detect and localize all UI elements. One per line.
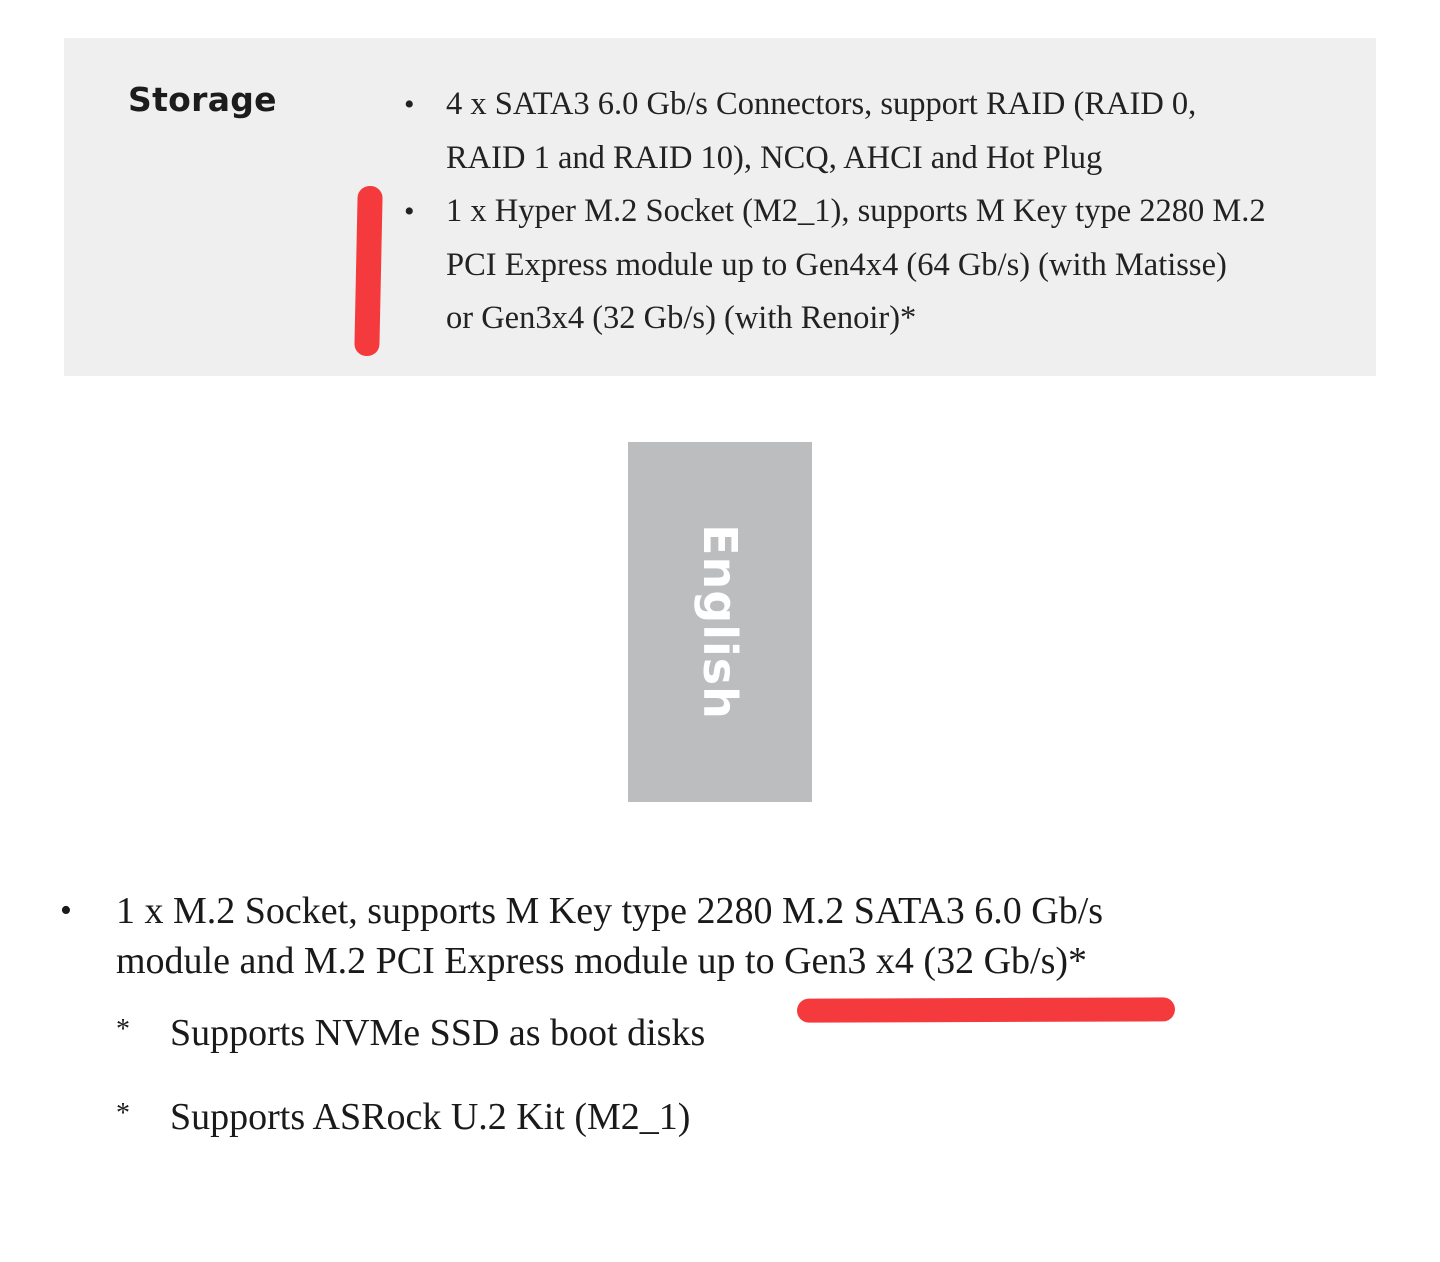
spec-line: 1 x Hyper M.2 Socket (M2_1), supports M Key type 2280 M.2 bbox=[446, 193, 1266, 229]
bullet-icon: • bbox=[404, 88, 415, 121]
spec-line: 4 x SATA3 6.0 Gb/s Connectors, support RAID (RAID 0, bbox=[446, 86, 1197, 122]
red-highlight-underline-mark bbox=[797, 997, 1175, 1022]
spec-item-sata bbox=[404, 78, 1364, 185]
m2-socket-item bbox=[60, 886, 1360, 986]
footnote-text: Supports NVMe SSD as boot disks bbox=[170, 1012, 706, 1054]
spec-line: RAID 1 and RAID 10), NCQ, AHCI and Hot Plug bbox=[446, 139, 1103, 176]
bullet-icon: • bbox=[60, 892, 72, 929]
spec-line: PCI Express module up to Gen4x4 (64 Gb/s) (with Matisse) bbox=[446, 246, 1227, 283]
footnote-u2-kit bbox=[116, 1092, 690, 1142]
m2-spec-line: 1 x M.2 Socket, supports M Key type 2280 M.2 SATA3 6.0 Gb/s bbox=[116, 890, 1104, 932]
asterisk-icon: * bbox=[116, 1098, 130, 1129]
storage-spec-list bbox=[404, 78, 1364, 346]
spec-line: or Gen3x4 (32 Gb/s) (with Renoir)* bbox=[446, 300, 917, 336]
m2-spec-line: module and M.2 PCI Express module up to Gen3 x4 (32 Gb/s)* bbox=[116, 940, 1088, 982]
footnote-nvme bbox=[116, 1008, 705, 1058]
asterisk-icon: * bbox=[116, 1014, 130, 1045]
red-highlight-vertical-mark bbox=[354, 186, 383, 356]
footnote-text: Supports ASRock U.2 Kit (M2_1) bbox=[170, 1096, 691, 1138]
storage-heading: Storage bbox=[128, 80, 277, 119]
language-tab bbox=[628, 442, 812, 802]
storage-spec-panel bbox=[64, 38, 1376, 376]
bullet-icon: • bbox=[404, 195, 415, 228]
m2-socket-spec bbox=[60, 886, 1360, 1138]
language-tab-label: English bbox=[693, 524, 747, 720]
spec-item-hyper-m2 bbox=[404, 185, 1364, 346]
